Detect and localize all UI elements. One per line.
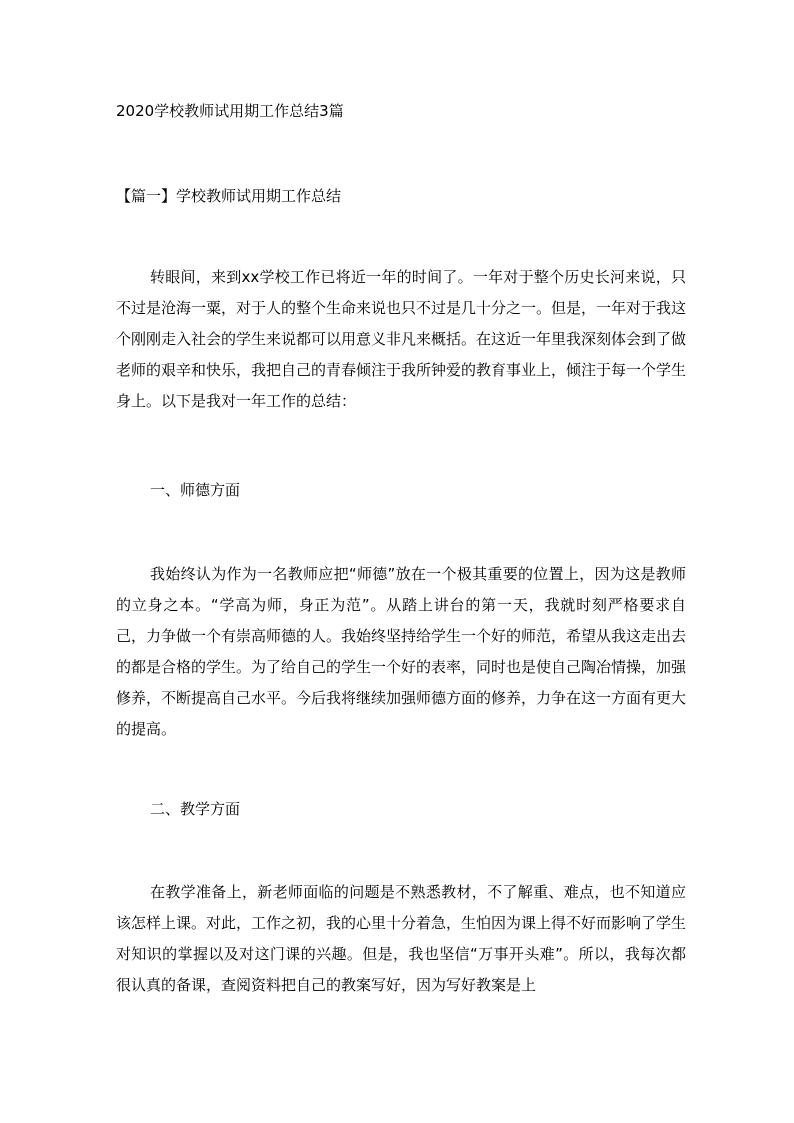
intro-paragraph: 转眼间，来到xx学校工作已将近一年的时间了。一年对于整个历史长河来说，只不过是沧海一粟，对于人的整个生命来说也只不过是几十分之一。但是，一年对于我这个刚刚走入社会的学生来说都可以用意义非凡来概括。在这近一年里我深刻体会到了做老师的艰辛和快乐，我把自己的青春倾注于我所钟爱的教育事业上，倾注于每一个学生身上。以下是我对一年工作的总结： — [116, 268, 687, 410]
part-title: 【篇一】学校教师试用期工作总结 — [116, 187, 342, 205]
ethics-paragraph: 我始终认为作为一名教师应把“师德”放在一个极其重要的位置上，因为这是教师的立身之本。“学高为师，身正为范”。从踏上讲台的第一天，我就时刻严格要求自己，力争做一个有崇高师德的人。我始终坚持给学生一个好的师范，希望从我这走出去的都是合格的学生。为了给自己的学生一个好的表率，同时也是使自己陶冶情操，加强修养，不断提高自己水平。今后我将继续加强师德方面的修养，力争在这一方面有更大的提高。 — [116, 565, 687, 738]
document-title: 2020学校教师试用期工作总结3篇 — [116, 102, 344, 120]
section-heading-ethics: 一、师德方面 — [150, 481, 241, 499]
section-heading-teaching: 二、教学方面 — [150, 800, 241, 818]
teaching-paragraph: 在教学准备上，新老师面临的问题是不熟悉教材，不了解重、难点，也不知道应该怎样上课。对此，工作之初，我的心里十分着急，生怕因为课上得不好而影响了学生对知识的掌握以及对这门课的兴趣。但是，我也坚信“万事开头难”。所以，我每次都很认真的备课，查阅资料把自己的教案写好，因为写好教案是上 — [116, 883, 687, 994]
